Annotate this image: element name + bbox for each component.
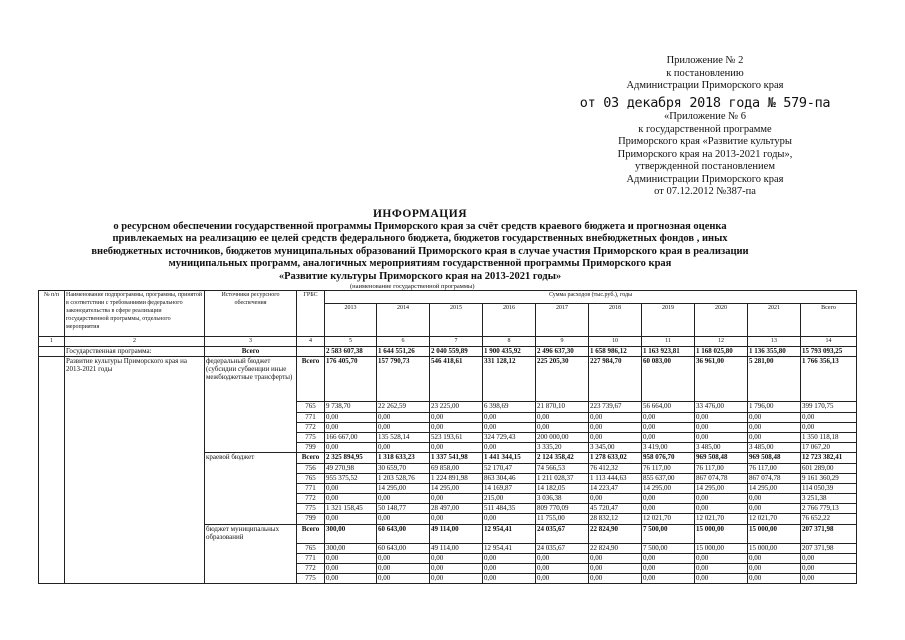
column-header-year: 2014 <box>377 304 430 337</box>
amount-value: 0,00 <box>536 422 589 432</box>
regional-budget-total-value: 969 508,48 <box>695 453 748 463</box>
amount-value: 14 295,00 <box>377 483 430 493</box>
program-total-label: Всего <box>205 347 297 357</box>
program-total-value: 1 163 923,81 <box>642 347 695 357</box>
amount-value: 0,00 <box>695 504 748 514</box>
grbs-code: 772 <box>297 494 325 504</box>
grbs-code: 775 <box>297 574 325 584</box>
column-number: 3 <box>205 337 297 347</box>
amount-value: 0,00 <box>377 412 430 422</box>
federal-budget-total-value: 546 418,61 <box>430 357 483 402</box>
amount-value: 9 161 360,29 <box>801 473 857 483</box>
title-line-4: муниципальных программ, аналогичных мероприятиям государственной программы Приморского края <box>168 258 672 270</box>
amount-value: 49 114,00 <box>430 543 483 553</box>
amount-value: 76 117,00 <box>695 463 748 473</box>
amount-value: 0,00 <box>642 574 695 584</box>
amount-value: 28 832,12 <box>589 514 642 524</box>
amount-value: 955 375,52 <box>325 473 377 483</box>
municipal-budget-source: бюджет муниципальных образований <box>205 524 297 584</box>
amount-value: 0,00 <box>325 514 377 524</box>
amount-value: 207 371,98 <box>801 543 857 553</box>
amount-value: 76 412,32 <box>589 463 642 473</box>
amount-value: 1 321 158,45 <box>325 504 377 514</box>
amount-value: 0,00 <box>325 553 377 563</box>
amount-value: 3 335,20 <box>536 443 589 453</box>
amount-value: 855 637,00 <box>642 473 695 483</box>
title-heading: ИНФОРМАЦИЯ <box>372 208 467 220</box>
municipal-budget-total-value: 15 000,00 <box>748 524 801 543</box>
document-title <box>40 208 800 284</box>
amount-value: 0,00 <box>377 514 430 524</box>
amount-value: 0,00 <box>748 432 801 442</box>
amount-value: 0,00 <box>483 564 536 574</box>
amount-value: 0,00 <box>642 432 695 442</box>
amount-value: 0,00 <box>325 483 377 493</box>
federal-budget-total-value: 1 766 356,13 <box>801 357 857 402</box>
amount-value: 135 528,14 <box>377 432 430 442</box>
column-header-year: 2013 <box>325 304 377 337</box>
amount-value: 324 729,43 <box>483 432 536 442</box>
amount-value: 0,00 <box>430 553 483 563</box>
to-resolution: к постановлению <box>666 67 744 79</box>
municipal-budget-total-value: 49 114,00 <box>430 524 483 543</box>
amount-value: 0,00 <box>748 494 801 504</box>
amount-value: 0,00 <box>536 564 589 574</box>
amount-value: 0,00 <box>377 564 430 574</box>
amount-value: 1 224 891,98 <box>430 473 483 483</box>
amount-value: 14 182,05 <box>536 483 589 493</box>
grbs-code: 772 <box>297 564 325 574</box>
table-column-numbers-row <box>39 337 857 347</box>
column-header-number: № п/п <box>39 291 65 337</box>
regional-budget-total-value: 1 337 541,98 <box>430 453 483 463</box>
amount-value: 0,00 <box>695 412 748 422</box>
amount-value: 0,00 <box>642 564 695 574</box>
amount-value: 0,00 <box>589 574 642 584</box>
administration-name: Администрации Приморского края <box>626 80 784 91</box>
amount-value: 0,00 <box>325 564 377 574</box>
grbs-code: 799 <box>297 443 325 453</box>
municipal-budget-total-value: 300,00 <box>325 524 377 543</box>
amount-value: 0,00 <box>748 412 801 422</box>
approved-administration: Администрации Приморского края <box>626 173 784 185</box>
program-total-value: 1 658 986,12 <box>589 347 642 357</box>
program-name: Развитие культуры Приморского края на 2013-2021 годы <box>65 357 205 584</box>
amount-value: 22 824,90 <box>589 543 642 553</box>
amount-value: 3 485,00 <box>695 443 748 453</box>
amount-value: 0,00 <box>377 494 430 504</box>
amount-value: 3 485,00 <box>748 443 801 453</box>
amount-value: 0,00 <box>483 412 536 422</box>
amount-value: 0,00 <box>748 564 801 574</box>
amount-value: 14 295,00 <box>695 483 748 493</box>
amount-value: 0,00 <box>483 553 536 563</box>
amount-value: 2 766 779,13 <box>801 504 857 514</box>
column-header-year: 2015 <box>430 304 483 337</box>
amount-value: 6 398,69 <box>483 402 536 412</box>
regional-budget-total-value: 2 325 894,95 <box>325 453 377 463</box>
amount-value: 0,00 <box>589 494 642 504</box>
column-number: 6 <box>377 337 430 347</box>
column-header-year: 2020 <box>695 304 748 337</box>
title-line-5: «Развитие культуры Приморского края на 2013-2021 годы» <box>278 270 562 282</box>
federal-budget-total-value: 225 205,30 <box>536 357 589 402</box>
amount-value: 0,00 <box>695 553 748 563</box>
amount-value: 0,00 <box>695 494 748 504</box>
program-total-value: 1 136 355,80 <box>748 347 801 357</box>
amount-value: 0,00 <box>430 412 483 422</box>
amount-value: 0,00 <box>483 422 536 432</box>
municipal-budget-total-value: 15 000,00 <box>695 524 748 543</box>
resource-table-body <box>39 291 857 584</box>
amount-value: 74 566,53 <box>536 463 589 473</box>
amount-value: 0,00 <box>748 574 801 584</box>
resource-table <box>38 290 857 584</box>
amount-value: 1 350 118,18 <box>801 432 857 442</box>
amount-value: 52 170,47 <box>483 463 536 473</box>
amount-value: 76 117,00 <box>748 463 801 473</box>
grbs-code: 771 <box>297 553 325 563</box>
amount-value: 24 035,67 <box>536 543 589 553</box>
amount-value: 0,00 <box>589 553 642 563</box>
amount-value: 22 262,59 <box>377 402 430 412</box>
program-label: Государственная программа: <box>65 347 205 357</box>
federal-budget-total-value: 227 984,70 <box>589 357 642 402</box>
row-number <box>39 357 65 584</box>
amount-value: 30 659,70 <box>377 463 430 473</box>
amount-value: 0,00 <box>325 443 377 453</box>
column-number: 9 <box>536 337 589 347</box>
amount-value: 14 295,00 <box>430 483 483 493</box>
amount-value: 0,00 <box>325 574 377 584</box>
amount-value: 21 870,10 <box>536 402 589 412</box>
amount-value: 28 497,00 <box>430 504 483 514</box>
municipal-budget-total-value: 22 824,90 <box>589 524 642 543</box>
grbs-code: 756 <box>297 463 325 473</box>
amount-value: 0,00 <box>748 422 801 432</box>
column-number: 1 <box>39 337 65 347</box>
column-header-year: Всего <box>801 304 857 337</box>
municipal-budget-total-value: 60 643,00 <box>377 524 430 543</box>
amount-value: 15 000,00 <box>695 543 748 553</box>
amount-value: 0,00 <box>536 553 589 563</box>
amount-value: 0,00 <box>589 564 642 574</box>
previous-appendix: «Приложение № 6 <box>663 111 747 122</box>
table-header-row <box>39 291 857 304</box>
amount-value: 166 667,00 <box>325 432 377 442</box>
municipal-budget-total-value: 24 035,67 <box>536 524 589 543</box>
amount-value: 0,00 <box>377 422 430 432</box>
column-header-sum: Сумма расходов (тыс.руб.), годы <box>325 291 857 304</box>
federal-budget-total-value: 5 281,00 <box>748 357 801 402</box>
amount-value: 523 193,61 <box>430 432 483 442</box>
amount-value: 12 021,70 <box>642 514 695 524</box>
title-line-3: внебюджетных источников, бюджетов муниципальных образований Приморского края в случае участия Приморского края в реализации <box>91 245 749 257</box>
municipal-budget-total-value: 7 500,00 <box>642 524 695 543</box>
amount-value: 33 476,00 <box>695 402 748 412</box>
amount-value: 0,00 <box>377 443 430 453</box>
amount-value: 0,00 <box>430 494 483 504</box>
column-header-source: Источники ресурсного обеспечения <box>205 291 297 337</box>
grbs-code: 799 <box>297 514 325 524</box>
amount-value: 14 295,00 <box>748 483 801 493</box>
amount-value: 0,00 <box>377 553 430 563</box>
column-header-year: 2018 <box>589 304 642 337</box>
amount-value: 15 000,00 <box>748 543 801 553</box>
regional-budget-total-value: 2 124 358,42 <box>536 453 589 463</box>
municipal-budget-total-label: Всего <box>297 524 325 543</box>
regional-budget-source: краевой бюджет <box>205 453 297 524</box>
amount-value: 0,00 <box>430 574 483 584</box>
column-number: 5 <box>325 337 377 347</box>
column-header-year: 2016 <box>483 304 536 337</box>
amount-value: 0,00 <box>325 494 377 504</box>
amount-value: 69 858,00 <box>430 463 483 473</box>
amount-value: 56 664,00 <box>642 402 695 412</box>
amount-value: 0,00 <box>325 412 377 422</box>
amount-value: 1 203 528,76 <box>377 473 430 483</box>
amount-value: 601 289,00 <box>801 463 857 473</box>
column-number: 8 <box>483 337 536 347</box>
federal-budget-total-value: 60 083,00 <box>642 357 695 402</box>
program-total-value: 1 168 025,80 <box>695 347 748 357</box>
title-line-2: привлекаемых на реализацию ее целей средств федерального бюджета, бюджетов государственных внебюджетных фондов , иных <box>112 233 728 245</box>
column-number: 7 <box>430 337 483 347</box>
title-subnote: (наименование государственной программы) <box>350 283 475 290</box>
amount-value: 0,00 <box>377 574 430 584</box>
amount-value: 0,00 <box>695 432 748 442</box>
grbs-code: 775 <box>297 432 325 442</box>
amount-value: 7 500,00 <box>642 543 695 553</box>
column-number: 4 <box>297 337 325 347</box>
amount-value: 1 796,00 <box>748 402 801 412</box>
regional-budget-total-value: 958 076,70 <box>642 453 695 463</box>
amount-value: 114 050,39 <box>801 483 857 493</box>
amount-value: 215,00 <box>483 494 536 504</box>
amount-value: 867 074,78 <box>695 473 748 483</box>
amount-value: 14 223,47 <box>589 483 642 493</box>
amount-value: 0,00 <box>430 443 483 453</box>
amount-value: 511 484,35 <box>483 504 536 514</box>
amount-value: 0,00 <box>642 553 695 563</box>
column-header-year: 2021 <box>748 304 801 337</box>
amount-value: 863 304,46 <box>483 473 536 483</box>
amount-value: 0,00 <box>589 432 642 442</box>
program-name-line-2: Приморского края на 2013-2021 годы», <box>617 148 793 160</box>
grbs-code: 772 <box>297 422 325 432</box>
grbs-code: 765 <box>297 543 325 553</box>
regional-budget-total-value: 1 318 633,23 <box>377 453 430 463</box>
federal-budget-total-value: 176 405,70 <box>325 357 377 402</box>
amount-value: 17 067,20 <box>801 443 857 453</box>
column-number: 2 <box>65 337 205 347</box>
amount-value: 1 211 028,37 <box>536 473 589 483</box>
amount-value: 0,00 <box>801 564 857 574</box>
decree-date-number: от 03 декабря 2018 года № 579-па <box>579 94 831 111</box>
column-number: 14 <box>801 337 857 347</box>
federal-budget-total-row <box>39 357 857 402</box>
appendix-number: Приложение № 2 <box>666 55 744 66</box>
regional-budget-total-value: 1 278 633,02 <box>589 453 642 463</box>
amount-value: 223 739,67 <box>589 402 642 412</box>
amount-value: 9 738,70 <box>325 402 377 412</box>
approved-date: от 07.12.2012 №387-па <box>654 186 756 197</box>
amount-value: 14 295,00 <box>642 483 695 493</box>
amount-value: 0,00 <box>695 564 748 574</box>
column-number: 13 <box>748 337 801 347</box>
amount-value: 0,00 <box>801 412 857 422</box>
municipal-budget-total-value: 207 371,98 <box>801 524 857 543</box>
amount-value: 0,00 <box>536 412 589 422</box>
amount-value: 50 148,77 <box>377 504 430 514</box>
program-total-value: 2 040 559,89 <box>430 347 483 357</box>
column-header-grbs: ГРБС <box>297 291 325 337</box>
regional-budget-total-value: 1 441 344,15 <box>483 453 536 463</box>
amount-value: 0,00 <box>483 574 536 584</box>
amount-value: 3 036,38 <box>536 494 589 504</box>
amount-value: 0,00 <box>642 422 695 432</box>
column-header-year: 2017 <box>536 304 589 337</box>
regional-budget-total-value: 12 723 382,41 <box>801 453 857 463</box>
amount-value: 0,00 <box>430 514 483 524</box>
amount-value: 0,00 <box>325 422 377 432</box>
amount-value: 45 720,47 <box>589 504 642 514</box>
column-number: 10 <box>589 337 642 347</box>
amount-value: 0,00 <box>430 564 483 574</box>
amount-value: 0,00 <box>536 574 589 584</box>
amount-value: 0,00 <box>430 422 483 432</box>
municipal-budget-total-value: 12 954,41 <box>483 524 536 543</box>
program-total-value: 15 793 093,25 <box>801 347 857 357</box>
amount-value: 0,00 <box>801 553 857 563</box>
to-program: к государственной программе <box>638 123 772 135</box>
amount-value: 14 169,87 <box>483 483 536 493</box>
appendix-header <box>575 55 835 199</box>
program-total-value: 2 496 637,30 <box>536 347 589 357</box>
amount-value: 0,00 <box>748 553 801 563</box>
amount-value: 0,00 <box>642 494 695 504</box>
amount-value: 3 419,00 <box>642 443 695 453</box>
amount-value: 23 225,00 <box>430 402 483 412</box>
program-total-value: 1 644 551,26 <box>377 347 430 357</box>
regional-budget-total-label: Всего <box>297 453 325 463</box>
program-total-row <box>39 347 857 357</box>
amount-value: 0,00 <box>748 504 801 514</box>
title-line-1: о ресурсном обеспечении государственной программы Приморского края за счёт средств краевого бюджета и прогнозная оценка <box>113 220 727 232</box>
amount-value: 0,00 <box>589 412 642 422</box>
federal-budget-total-value: 331 128,12 <box>483 357 536 402</box>
grbs-code: 771 <box>297 483 325 493</box>
grbs-code: 765 <box>297 473 325 483</box>
row-number <box>39 347 65 357</box>
approved-by: утвержденной постановлением <box>635 161 775 172</box>
amount-value: 3 345,00 <box>589 443 642 453</box>
amount-value: 0,00 <box>483 443 536 453</box>
amount-value: 76 117,00 <box>642 463 695 473</box>
federal-budget-total-value: 157 790,73 <box>377 357 430 402</box>
column-number: 11 <box>642 337 695 347</box>
amount-value: 0,00 <box>642 412 695 422</box>
amount-value: 0,00 <box>801 574 857 584</box>
column-header-year: 2019 <box>642 304 695 337</box>
amount-value: 49 270,98 <box>325 463 377 473</box>
amount-value: 60 643,00 <box>377 543 430 553</box>
column-header-name: Наименование подпрограммы, программы, принятой в соответствии с требованиями федерального законодательства в сфере реализации государственной программы, отдельного мероприятия <box>65 291 205 337</box>
amount-value: 200 000,00 <box>536 432 589 442</box>
federal-budget-source: федеральный бюджет (субсидии субвенции иные межбюджетные трансферты) <box>205 357 297 453</box>
federal-budget-total-label: Всего <box>297 357 325 402</box>
amount-value: 0,00 <box>483 514 536 524</box>
amount-value: 0,00 <box>695 422 748 432</box>
amount-value: 76 652,22 <box>801 514 857 524</box>
amount-value: 0,00 <box>801 422 857 432</box>
amount-value: 1 113 444,63 <box>589 473 642 483</box>
amount-value: 399 170,75 <box>801 402 857 412</box>
amount-value: 12 021,70 <box>748 514 801 524</box>
federal-budget-total-value: 36 961,00 <box>695 357 748 402</box>
amount-value: 0,00 <box>695 574 748 584</box>
grbs-code: 771 <box>297 412 325 422</box>
grbs-cell <box>297 347 325 357</box>
program-name-line-1: Приморского края «Развитие культуры <box>618 136 792 147</box>
amount-value: 0,00 <box>642 504 695 514</box>
amount-value: 300,00 <box>325 543 377 553</box>
amount-value: 3 251,38 <box>801 494 857 504</box>
amount-value: 0,00 <box>589 422 642 432</box>
amount-value: 12 954,41 <box>483 543 536 553</box>
program-total-value: 1 900 435,92 <box>483 347 536 357</box>
column-number: 12 <box>695 337 748 347</box>
grbs-code: 765 <box>297 402 325 412</box>
grbs-code: 775 <box>297 504 325 514</box>
amount-value: 11 755,00 <box>536 514 589 524</box>
regional-budget-total-value: 969 508,48 <box>748 453 801 463</box>
amount-value: 867 074,78 <box>748 473 801 483</box>
amount-value: 809 770,09 <box>536 504 589 514</box>
amount-value: 12 021,70 <box>695 514 748 524</box>
program-total-value: 2 583 607,38 <box>325 347 377 357</box>
